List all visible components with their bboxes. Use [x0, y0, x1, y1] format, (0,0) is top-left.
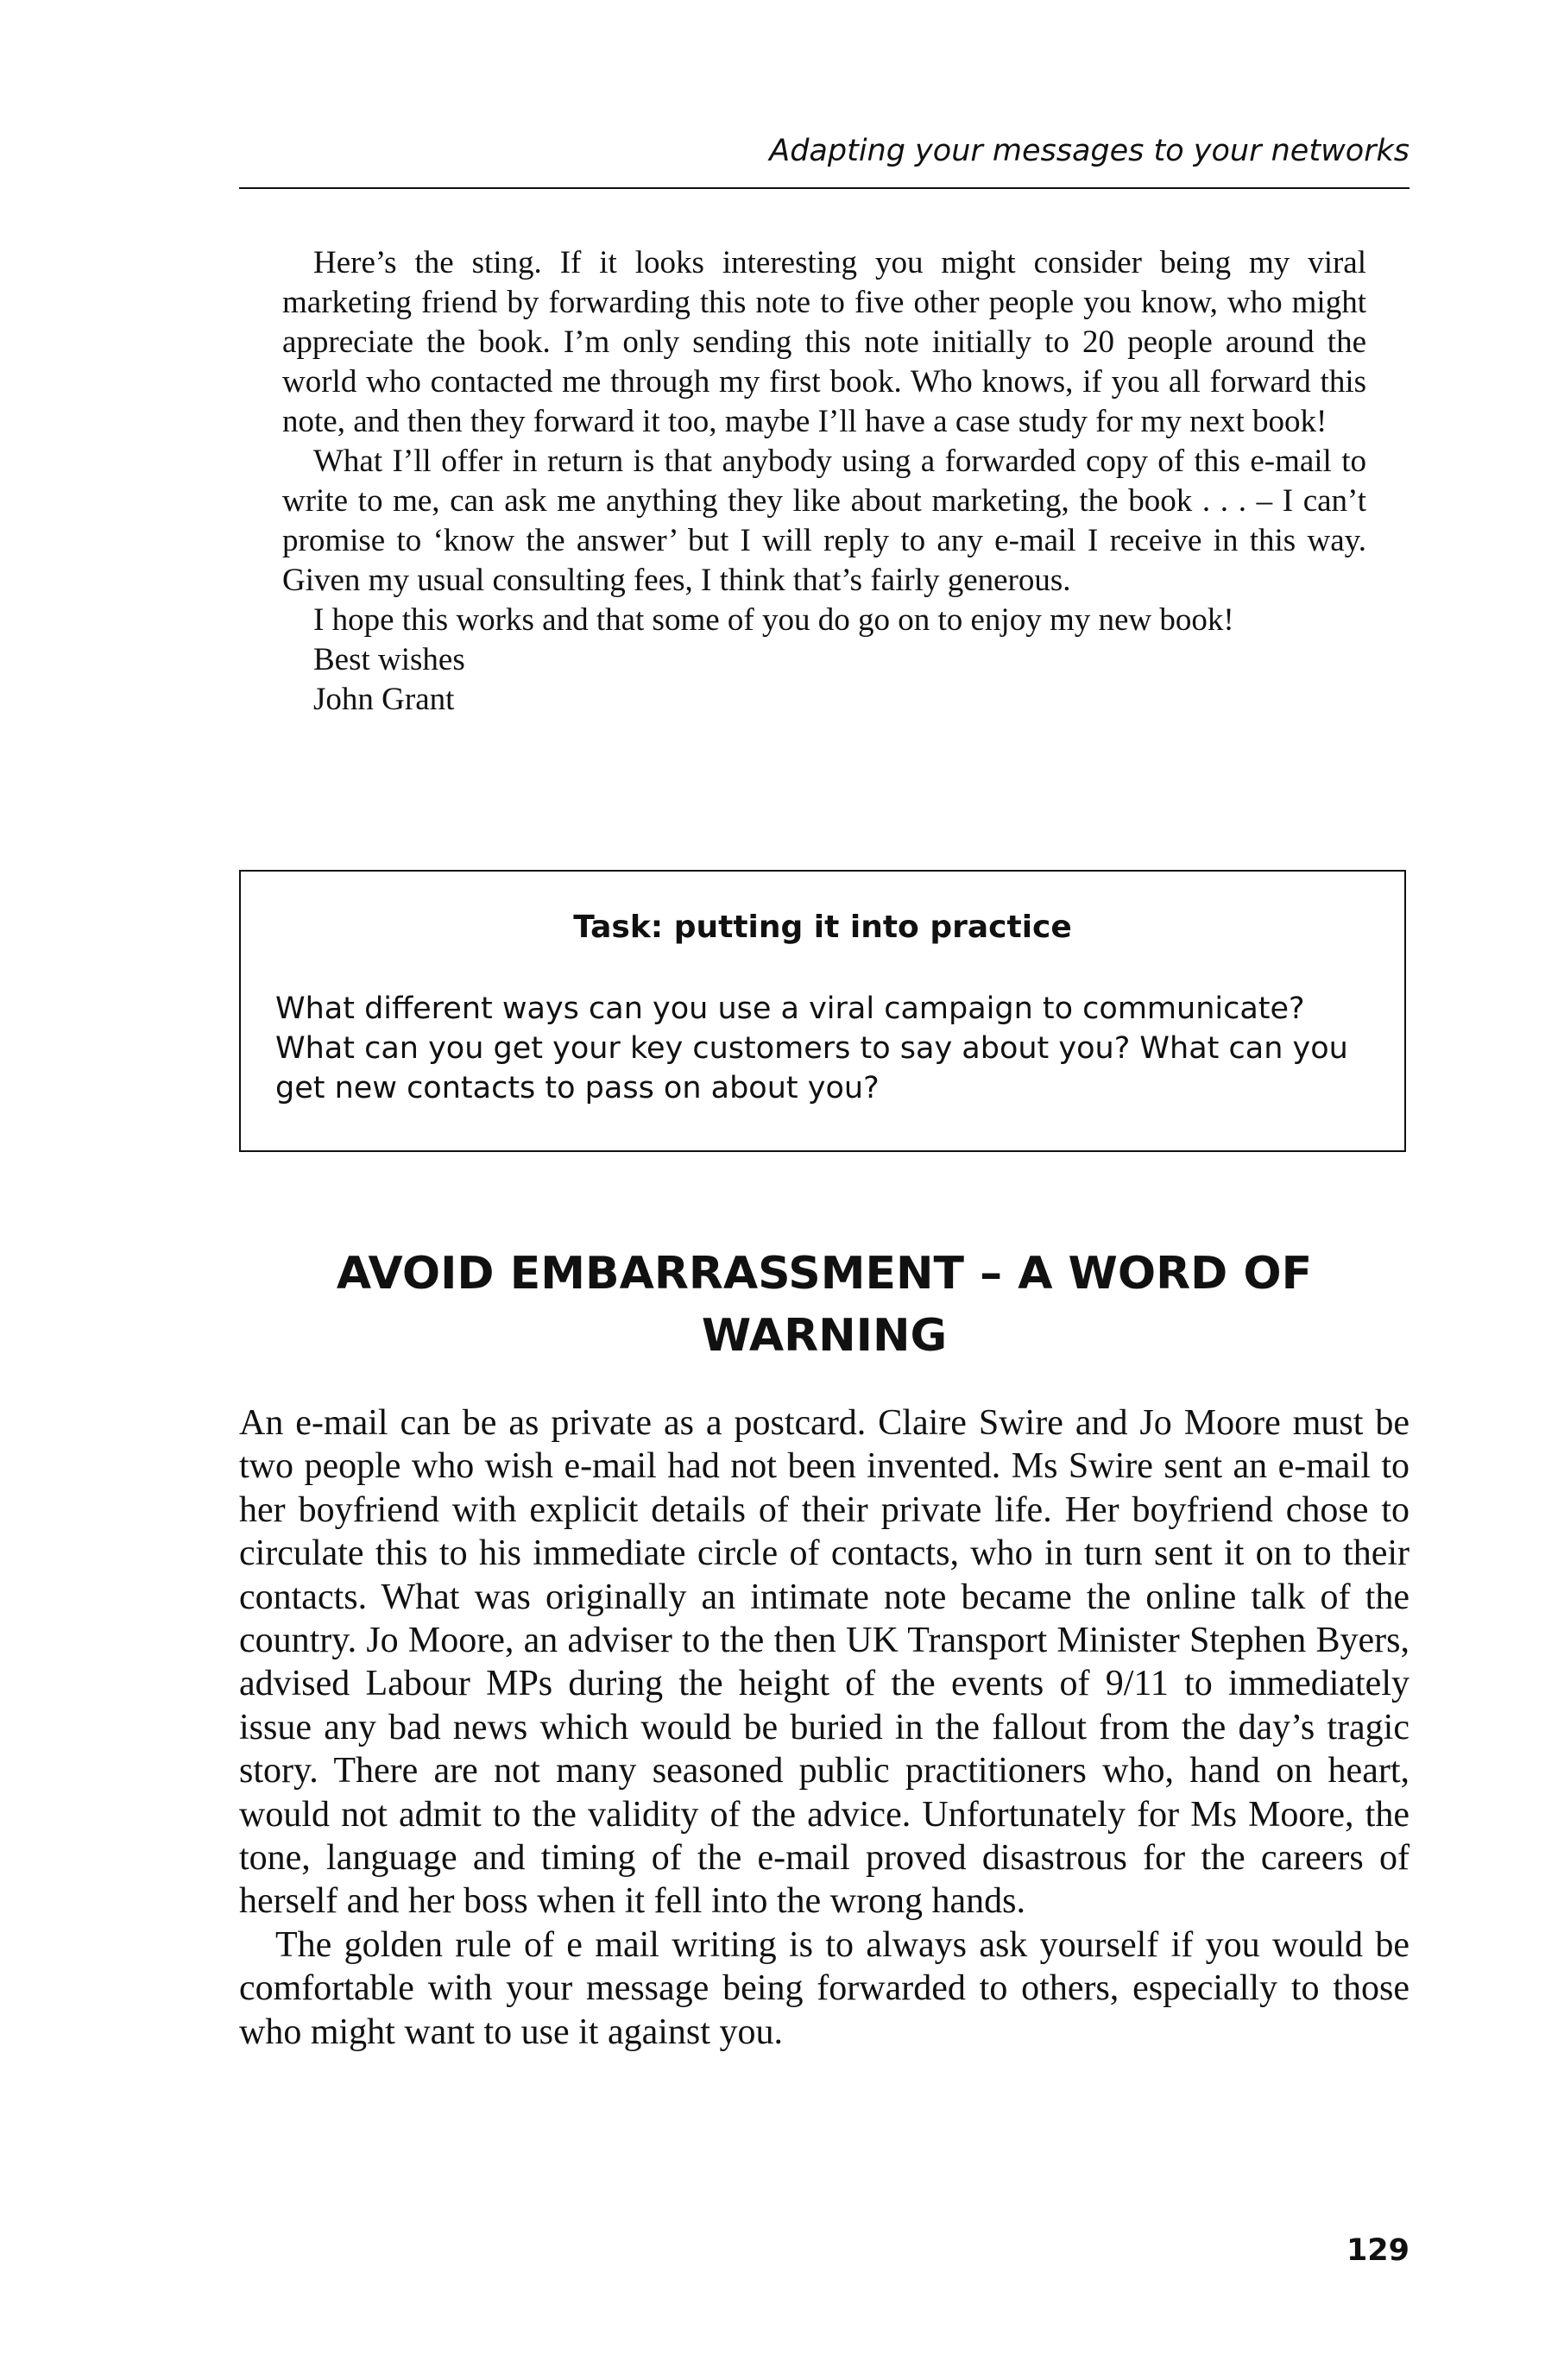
- task-body: What different ways can you use a viral campaign to communicate? What can you get your key customers to say about you? What can you get new contacts to pass on about you?: [275, 992, 1348, 1105]
- body-paragraph: The golden rule of e mail writing is to always ask yourself if you would be comfortable with your message being forwarded to others, especially to those who might want to use it against you.: [239, 1924, 1409, 2052]
- page-number: 129: [1346, 2233, 1409, 2268]
- letter-closing: Best wishes: [313, 642, 465, 677]
- running-header-title: Adapting your messages to your networks: [769, 134, 1409, 168]
- section-heading: AVOID EMBARRASSMENT – A WORD OF WARNING: [336, 1248, 1313, 1362]
- email-letter-quote: [282, 243, 1366, 720]
- header-rule: [239, 187, 1409, 189]
- letter-paragraph: Here’s the sting. If it looks interesting you might consider being my viral marketing friend by forwarding this note to five other people you know, who might appreciate the book. I’m only sending this note initially to 20 people around the world who contacted me through my first book. Who knows, if you all forward this note, and then they forward it too, maybe I’ll have a case study for my next book!: [282, 245, 1366, 439]
- letter-paragraph: What I’ll offer in return is that anybody using a forwarded copy of this e-mail to write to me, can ask me anything they like about marketing, the book . . . – I can’t promise to ‘know the answer’ but I will reply to any e-mail I receive in this way. Given my usual consulting fees, I think that’s fairly generous.: [282, 444, 1366, 598]
- letter-paragraph: I hope this works and that some of you do go on to enjoy my new book!: [313, 602, 1234, 638]
- section-body: [239, 1401, 1409, 2054]
- body-paragraph: An e-mail can be as private as a postcard. Claire Swire and Jo Moore must be two people who wish e-mail had not been invented. Ms Swire sent an e-mail to her boyfriend with explicit details of their private life. Her boyfriend chose to circulate this to his immediate circle of contacts, who in turn sent it on to their contacts. What was originally an intimate note became the online talk of the country. Jo Moore, an adviser to the then UK Transport Minister Stephen Byers, advised Labour MPs during the height of the events of 9/11 to immediately issue any bad news which would be buried in the fallout from the day’s tragic story. There are not many seasoned public practitioners who, hand on heart, would not admit to the validity of the advice. Unfortunately for Ms Moore, the tone, language and timing of the e-mail proved disastrous for the careers of herself and her boss when it fell into the wrong hands.: [239, 1403, 1409, 1922]
- letter-signature: John Grant: [313, 682, 455, 717]
- task-box: [239, 870, 1406, 1152]
- task-title: Task: putting it into practice: [573, 910, 1072, 945]
